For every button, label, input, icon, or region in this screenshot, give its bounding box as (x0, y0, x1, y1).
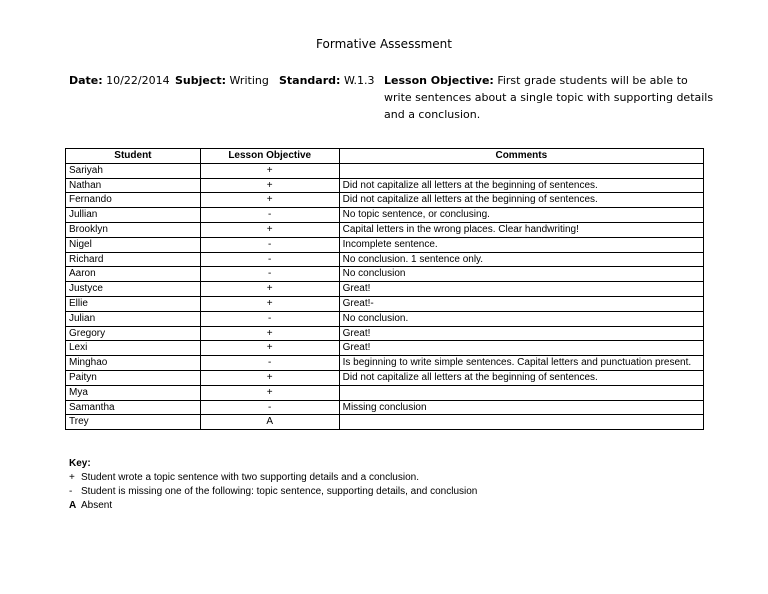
comment-cell: Did not capitalize all letters at the beginning of sentences. (339, 193, 703, 208)
key-text: Student wrote a topic sentence with two supporting details and a conclusion. (81, 472, 419, 483)
lesson-objective-field (384, 72, 714, 123)
student-name-cell: Gregory (66, 326, 201, 341)
student-name-cell: Mya (66, 385, 201, 400)
date-field (69, 72, 170, 89)
lesson-objective-cell: + (200, 178, 339, 193)
lesson-objective-cell: - (200, 311, 339, 326)
assessment-table (65, 148, 704, 430)
table-row (66, 252, 704, 267)
student-name-cell: Nathan (66, 178, 201, 193)
column-header-lesson-objective: Lesson Objective (200, 149, 339, 164)
table-row (66, 193, 704, 208)
table-row (66, 296, 704, 311)
comment-cell: Missing conclusion (339, 400, 703, 415)
student-name-cell: Brooklyn (66, 222, 201, 237)
date-label: Date: (69, 74, 103, 87)
table-row (66, 163, 704, 178)
lesson-objective-label: Lesson Objective: (384, 74, 494, 87)
lesson-objective-cell: + (200, 385, 339, 400)
lesson-objective-cell: - (200, 252, 339, 267)
lesson-objective-cell: + (200, 296, 339, 311)
key-text: Absent (81, 500, 113, 511)
key-symbol: A (69, 500, 77, 511)
table-row (66, 326, 704, 341)
key-item (69, 485, 477, 499)
comment-cell: No conclusion. (339, 311, 703, 326)
key-legend (69, 457, 477, 513)
table-row (66, 178, 704, 193)
comment-cell: No conclusion (339, 267, 703, 282)
student-name-cell: Trey (66, 415, 201, 430)
key-symbol: - (69, 486, 73, 497)
student-name-cell: Jullian (66, 208, 201, 223)
student-name-cell: Nigel (66, 237, 201, 252)
student-name-cell: Minghao (66, 356, 201, 371)
key-symbol: + (69, 472, 75, 483)
comment-cell: Did not capitalize all letters at the beginning of sentences. (339, 370, 703, 385)
lesson-objective-cell: + (200, 326, 339, 341)
lesson-objective-cell: - (200, 208, 339, 223)
table-row (66, 415, 704, 430)
table-row (66, 222, 704, 237)
lesson-objective-cell: - (200, 400, 339, 415)
table-row (66, 311, 704, 326)
lesson-objective-cell: + (200, 282, 339, 297)
student-name-cell: Samantha (66, 400, 201, 415)
student-name-cell: Paityn (66, 370, 201, 385)
comment-cell: Great! (339, 326, 703, 341)
lesson-objective-cell: + (200, 370, 339, 385)
comment-cell: No topic sentence, or conclusing. (339, 208, 703, 223)
date-value: 10/22/2014 (106, 74, 170, 87)
student-name-cell: Justyce (66, 282, 201, 297)
table-row (66, 208, 704, 223)
comment-cell (339, 415, 703, 430)
table-row (66, 267, 704, 282)
lesson-objective-cell: A (200, 415, 339, 430)
table-row (66, 370, 704, 385)
comment-cell: Great!- (339, 296, 703, 311)
lesson-objective-cell: - (200, 237, 339, 252)
comment-cell (339, 385, 703, 400)
column-header-comments: Comments (339, 149, 703, 164)
lesson-objective-cell: + (200, 222, 339, 237)
subject-field (175, 72, 269, 89)
lesson-objective-value: First grade students will be able to write sentences about a single topic with supporting details and a conclusion. (384, 74, 714, 121)
standard-label: Standard: (279, 74, 341, 87)
student-name-cell: Fernando (66, 193, 201, 208)
lesson-objective-cell: + (200, 163, 339, 178)
student-name-cell: Lexi (66, 341, 201, 356)
comment-cell: Incomplete sentence. (339, 237, 703, 252)
key-item (69, 471, 477, 485)
student-name-cell: Aaron (66, 267, 201, 282)
lesson-objective-cell: - (200, 267, 339, 282)
lesson-objective-cell: + (200, 193, 339, 208)
table-row (66, 237, 704, 252)
student-name-cell: Julian (66, 311, 201, 326)
subject-value: Writing (229, 74, 269, 87)
comment-cell: Capital letters in the wrong places. Clear handwriting! (339, 222, 703, 237)
lesson-objective-cell: - (200, 356, 339, 371)
key-item (69, 499, 477, 513)
table-header-row (66, 149, 704, 164)
comment-cell: Did not capitalize all letters at the beginning of sentences. (339, 178, 703, 193)
key-text: Student is missing one of the following: topic sentence, supporting details, and conclusion (81, 486, 478, 497)
comment-cell: Great! (339, 341, 703, 356)
comment-cell: Great! (339, 282, 703, 297)
comment-cell: No conclusion. 1 sentence only. (339, 252, 703, 267)
student-name-cell: Sariyah (66, 163, 201, 178)
student-name-cell: Richard (66, 252, 201, 267)
column-header-student: Student (66, 149, 201, 164)
table-row (66, 282, 704, 297)
document-title: Formative Assessment (316, 37, 452, 51)
lesson-objective-cell: + (200, 341, 339, 356)
student-name-cell: Ellie (66, 296, 201, 311)
subject-label: Subject: (175, 74, 227, 87)
table-row (66, 356, 704, 371)
table-row (66, 385, 704, 400)
standard-value: W.1.3 (343, 74, 375, 87)
comment-cell: Is beginning to write simple sentences. Capital letters and punctuation present. (339, 356, 703, 371)
comment-cell (339, 163, 703, 178)
key-title: Key: (69, 458, 91, 469)
standard-field (279, 72, 375, 89)
table-row (66, 400, 704, 415)
table-row (66, 341, 704, 356)
